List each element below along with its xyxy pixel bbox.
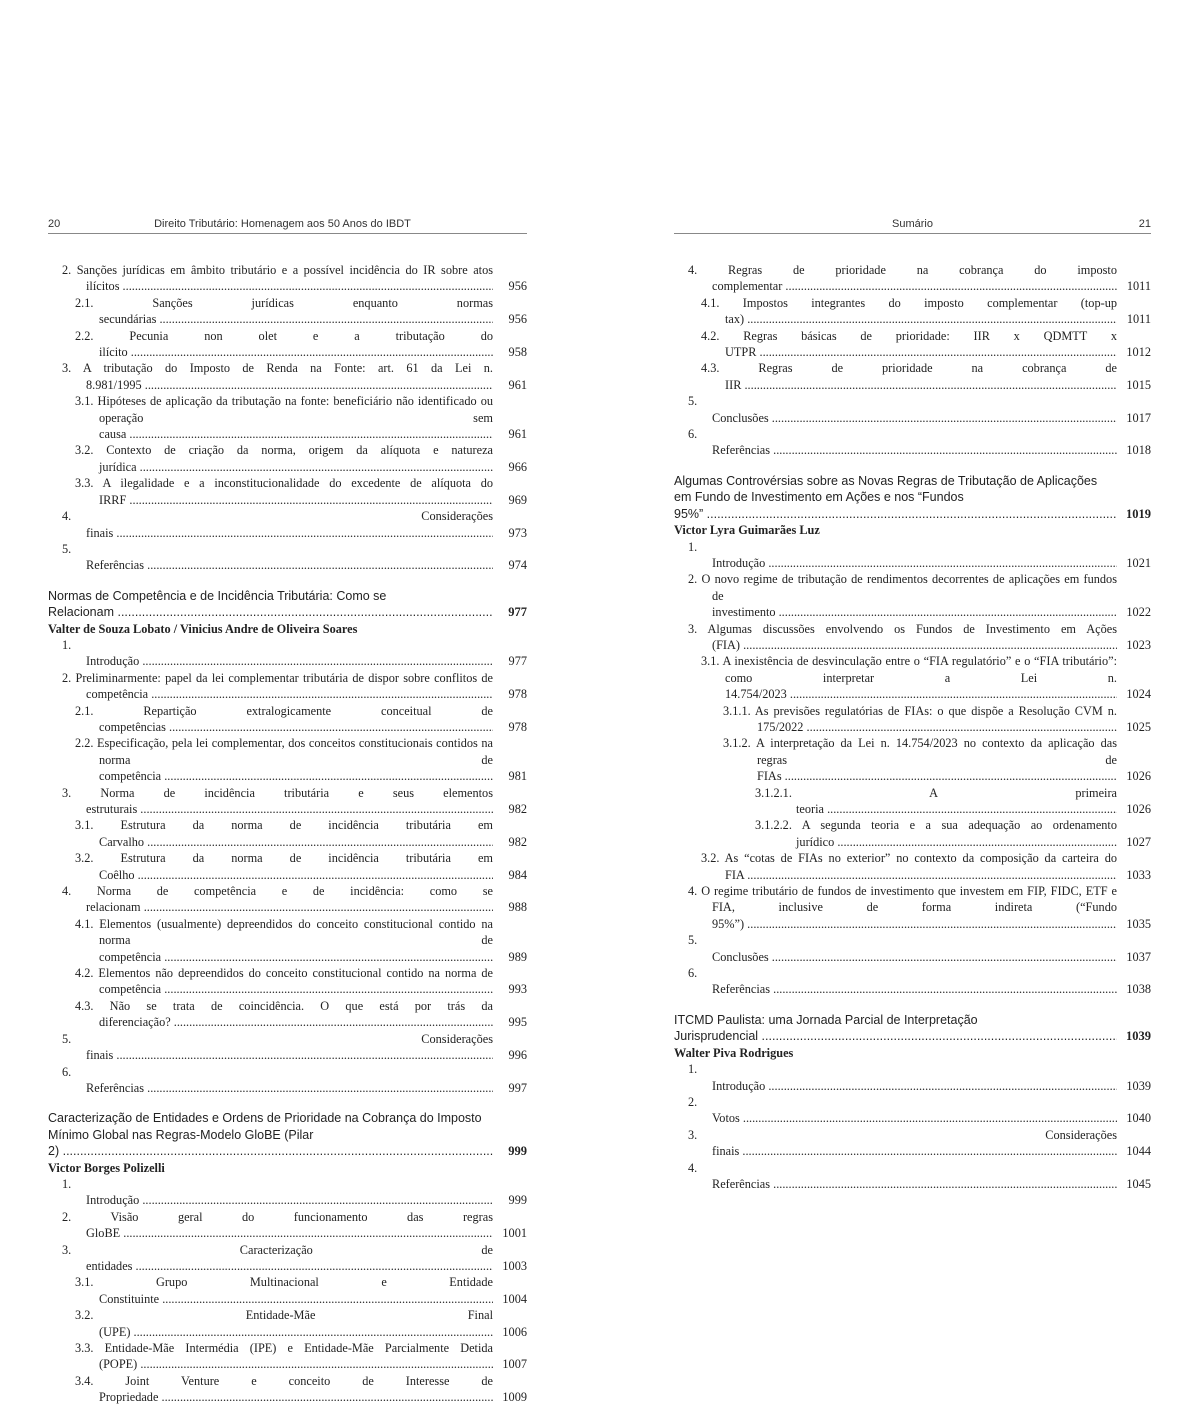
left-page-header bbox=[48, 217, 527, 234]
toc-entry bbox=[48, 817, 527, 850]
toc-entry-page: 981 bbox=[508, 769, 527, 784]
chapter-page: 999 bbox=[508, 1144, 527, 1159]
toc-entry-label: 5. Conclusões ..... bbox=[674, 932, 1117, 965]
toc-entry-label: 2.1. Repartição extralogicamente conceitual de competências ..... bbox=[48, 703, 493, 736]
toc-entry-label: 3.1.2.1. A primeira teoria ..... bbox=[674, 785, 1117, 818]
toc-entry-page: 1009 bbox=[502, 1390, 527, 1405]
toc-entry-page: 1033 bbox=[1126, 867, 1151, 882]
toc-entry bbox=[48, 541, 527, 574]
toc-entry bbox=[674, 571, 1151, 620]
toc-entry bbox=[674, 393, 1151, 426]
toc-entry bbox=[48, 295, 527, 328]
toc-entry-label: 4. Considerações finais ..... bbox=[48, 508, 493, 541]
running-title: Sumário bbox=[892, 218, 933, 230]
toc-entry bbox=[48, 850, 527, 883]
toc-entry-page: 1025 bbox=[1126, 719, 1151, 734]
toc-entry-label: 3.3. A ilegalidade e a inconstitucionalidade do excedente de alíquota do IRRF ..... bbox=[48, 475, 493, 508]
toc-entry-label: 2. Visão geral do funcionamento das regras GloBE ..... bbox=[48, 1209, 493, 1242]
toc-body-right bbox=[674, 262, 1151, 1192]
toc-entry-label: 3.3. Entidade-Mãe Intermédia (IPE) e Entidade-Mãe Parcialmente Detida (POPE) ..... bbox=[48, 1340, 493, 1373]
toc-entry bbox=[48, 1031, 527, 1064]
toc-entry bbox=[48, 1307, 527, 1340]
toc-entry-page: 1022 bbox=[1126, 605, 1151, 620]
toc-entry-label: 4. Referências ..... bbox=[674, 1160, 1117, 1193]
toc-entry-page: 1007 bbox=[502, 1357, 527, 1372]
toc-entry-page: 978 bbox=[508, 687, 527, 702]
toc-entry-label: 3.2. Contexto de criação da norma, origem da alíquota e natureza jurídica ..... bbox=[48, 442, 493, 475]
toc-entry-label: 4. Regras de prioridade na cobrança do imposto complementar ..... bbox=[674, 262, 1117, 295]
chapter-heading bbox=[48, 1110, 527, 1159]
toc-entry-page: 984 bbox=[508, 867, 527, 882]
toc-entry-page: 993 bbox=[508, 982, 527, 997]
toc-entry-page: 982 bbox=[508, 802, 527, 816]
toc-entry-label: 3. Norma de incidência tributária e seus elementos estruturais ..... bbox=[48, 785, 493, 818]
toc-entry-label: 1. Introdução ..... bbox=[674, 1061, 1117, 1094]
toc-entry-label: 1. Introdução ..... bbox=[674, 539, 1117, 572]
toc-entry-page: 1023 bbox=[1126, 637, 1151, 652]
chapter-title: Algumas Controvérsias sobre as Novas Regras de Tributação de Aplicações em Fundo de Investimento em Ações e nos “Fundos 95%” ..... bbox=[674, 473, 1117, 522]
toc-entry-page: 1035 bbox=[1126, 916, 1151, 931]
toc-entry-page: 1011 bbox=[1126, 279, 1151, 294]
chapter-author: Victor Lyra Guimarães Luz bbox=[674, 523, 820, 538]
toc-entry bbox=[48, 998, 527, 1031]
toc-entry bbox=[48, 1373, 527, 1406]
toc-entry-label: 4.3. Regras de prioridade na cobrança de IIR ..... bbox=[674, 360, 1117, 393]
chapter-title: Normas de Competência e de Incidência Tributária: Como se Relacionam ..... bbox=[48, 588, 493, 621]
toc-entry-label: 4.1. Impostos integrantes do imposto complementar (top-up tax) ..... bbox=[674, 295, 1117, 328]
toc-entry-label: 3.2. As “cotas de FIAs no exterior” no contexto da composição da carteira do FIA ..... bbox=[674, 850, 1117, 883]
right-page-header bbox=[674, 217, 1151, 234]
chapter-heading bbox=[48, 588, 527, 621]
chapter-title: ITCMD Paulista: uma Jornada Parcial de Interpretação Jurisprudencial ..... bbox=[674, 1012, 1117, 1045]
toc-entry-page: 1011 bbox=[1126, 312, 1151, 327]
toc-entry bbox=[674, 360, 1151, 393]
toc-entry bbox=[48, 508, 527, 541]
toc-entry bbox=[48, 1340, 527, 1373]
toc-entry-page: 999 bbox=[508, 1193, 527, 1208]
chapter-author: Walter Piva Rodrigues bbox=[674, 1045, 794, 1060]
toc-entry-page: 1024 bbox=[1126, 687, 1151, 702]
toc-entry-page: 974 bbox=[508, 558, 527, 573]
chapter-heading bbox=[674, 1012, 1151, 1045]
toc-entry-page: 1003 bbox=[502, 1258, 527, 1273]
toc-entry-label: 6. Referências ..... bbox=[674, 426, 1117, 459]
toc-entry-label: 2. Preliminarmente: papel da lei complementar tributária de dispor sobre conflitos de competência ..... bbox=[48, 670, 493, 703]
toc-entry-label: 3.2. Estrutura da norma de incidência tributária em Coêlho ..... bbox=[48, 850, 493, 883]
toc-entry-page: 958 bbox=[508, 345, 527, 360]
chapter-heading bbox=[674, 473, 1151, 522]
toc-entry-label: 2.2. Pecunia non olet e a tributação do ilícito ..... bbox=[48, 328, 493, 361]
toc-entry-page: 1037 bbox=[1126, 949, 1151, 964]
toc-entry-page: 1040 bbox=[1126, 1111, 1151, 1126]
toc-entry-label: 4.2. Elementos não depreendidos do conceito constitucional contido na norma de competência ..... bbox=[48, 965, 493, 998]
toc-entry-label: 3. Considerações finais ..... bbox=[674, 1127, 1117, 1160]
toc-entry bbox=[48, 1064, 527, 1097]
toc-entry-label: 3.1.2. A interpretação da Lei n. 14.754/2023 no contexto da aplicação das regras de FIAs ..... bbox=[674, 735, 1117, 784]
toc-entry-page: 961 bbox=[508, 377, 527, 392]
toc-entry-label: 3.1. A inexistência de desvinculação entre o “FIA regulatório” e o “FIA tributário”: como interpretar a Lei n. 14.754/2023 ..... bbox=[674, 653, 1117, 702]
toc-entry bbox=[48, 916, 527, 965]
toc-entry-page: 1038 bbox=[1126, 982, 1151, 997]
toc-entry bbox=[674, 426, 1151, 459]
toc-entry-label: 1. Introdução ..... bbox=[48, 1176, 493, 1209]
toc-entry-page: 1006 bbox=[502, 1324, 527, 1339]
toc-entry-label: 5. Considerações finais ..... bbox=[48, 1031, 493, 1064]
toc-entry-page: 1026 bbox=[1126, 802, 1151, 816]
toc-entry bbox=[48, 442, 527, 475]
toc-entry-page: 977 bbox=[508, 654, 527, 669]
toc-entry-page: 988 bbox=[508, 900, 527, 915]
toc-entry bbox=[48, 475, 527, 508]
chapter-title: Caracterização de Entidades e Ordens de Prioridade na Cobrança do Imposto Mínimo Global nas Regras-Modelo GloBE (Pilar 2) ..... bbox=[48, 1110, 493, 1159]
toc-entry bbox=[674, 262, 1151, 295]
toc-entry bbox=[48, 670, 527, 703]
toc-entry-page: 978 bbox=[508, 719, 527, 734]
toc-entry-label: 4.1. Elementos (usualmente) depreendidos do conceito constitucional contido na norma de competência ..... bbox=[48, 916, 493, 965]
toc-entry bbox=[48, 735, 527, 784]
toc-entry bbox=[674, 703, 1151, 736]
toc-entry-page: 1039 bbox=[1126, 1078, 1151, 1093]
toc-entry bbox=[674, 653, 1151, 702]
toc-entry-label: 3. Algumas discussões envolvendo os Fundos de Investimento em Ações (FIA) ..... bbox=[674, 621, 1117, 654]
toc-entry-label: 3. A tributação do Imposto de Renda na Fonte: art. 61 da Lei n. 8.981/1995 ..... bbox=[48, 360, 493, 393]
toc-entry-page: 1012 bbox=[1126, 345, 1151, 360]
toc-entry-page: 1015 bbox=[1126, 377, 1151, 392]
toc-entry bbox=[674, 1127, 1151, 1160]
toc-entry bbox=[674, 328, 1151, 361]
toc-entry-label: 2.1. Sanções jurídicas enquanto normas secundárias ..... bbox=[48, 295, 493, 328]
toc-entry-page: 989 bbox=[508, 949, 527, 964]
toc-entry-label: 3.1.1. As previsões regulatórias de FIAs: o que dispõe a Resolução CVM n. 175/2022 ..... bbox=[674, 703, 1117, 736]
chapter-author: Victor Borges Polizelli bbox=[48, 1160, 165, 1175]
toc-entry-page: 1017 bbox=[1126, 410, 1151, 425]
toc-entry-page: 995 bbox=[508, 1015, 527, 1030]
toc-entry bbox=[48, 785, 527, 818]
toc-body-left bbox=[48, 262, 527, 1406]
toc-entry bbox=[48, 1242, 527, 1275]
toc-entry bbox=[674, 883, 1151, 932]
toc-entry bbox=[48, 360, 527, 393]
toc-entry-page: 982 bbox=[508, 834, 527, 849]
toc-entry-label: 5. Conclusões ..... bbox=[674, 393, 1117, 426]
toc-entry bbox=[674, 1160, 1151, 1193]
toc-entry-label: 1. Introdução ..... bbox=[48, 637, 493, 670]
toc-entry-label: 2.2. Especificação, pela lei complementar, dos conceitos constitucionais contidos na norma de competência ..... bbox=[48, 735, 493, 784]
chapter-page: 977 bbox=[508, 605, 527, 620]
toc-entry bbox=[674, 539, 1151, 572]
toc-entry bbox=[48, 883, 527, 916]
toc-entry-page: 956 bbox=[508, 312, 527, 327]
toc-entry-page: 969 bbox=[508, 492, 527, 507]
toc-entry-page: 1001 bbox=[502, 1226, 527, 1241]
page-number: 20 bbox=[48, 218, 61, 230]
toc-entry bbox=[48, 328, 527, 361]
toc-entry bbox=[48, 262, 527, 295]
toc-entry-page: 1044 bbox=[1126, 1144, 1151, 1159]
toc-entry-label: 3.2. Entidade-Mãe Final (UPE) ..... bbox=[48, 1307, 493, 1340]
toc-entry-page: 1026 bbox=[1126, 769, 1151, 784]
toc-entry-page: 973 bbox=[508, 525, 527, 540]
toc-entry-page: 961 bbox=[508, 427, 527, 442]
toc-entry bbox=[674, 850, 1151, 883]
toc-entry-label: 3.1. Hipóteses de aplicação da tributação na fonte: beneficiário não identificado ou operação sem causa ..... bbox=[48, 393, 493, 442]
toc-entry bbox=[48, 393, 527, 442]
toc-entry-label: 2. Votos ..... bbox=[674, 1094, 1117, 1127]
toc-entry bbox=[674, 817, 1151, 850]
toc-entry bbox=[674, 735, 1151, 784]
toc-entry-label: 3. Caracterização de entidades ..... bbox=[48, 1242, 493, 1275]
toc-entry bbox=[48, 637, 527, 670]
toc-entry-label: 4.3. Não se trata de coincidência. O que está por trás da diferenciação? ..... bbox=[48, 998, 493, 1031]
toc-entry-page: 1045 bbox=[1126, 1176, 1151, 1191]
chapter-page: 1039 bbox=[1126, 1029, 1151, 1044]
page-number: 21 bbox=[1138, 218, 1151, 230]
toc-entry-label: 4.2. Regras básicas de prioridade: IIR x QDMTT x UTPR ..... bbox=[674, 328, 1117, 361]
toc-entry bbox=[674, 932, 1151, 965]
toc-entry-label: 6. Referências ..... bbox=[48, 1064, 493, 1097]
toc-entry bbox=[674, 295, 1151, 328]
toc-entry-page: 996 bbox=[508, 1048, 527, 1063]
toc-entry-page: 1004 bbox=[502, 1291, 527, 1306]
toc-entry bbox=[674, 1094, 1151, 1127]
toc-entry-label: 4. Norma de competência e de incidência: como se relacionam ..... bbox=[48, 883, 493, 916]
toc-entry bbox=[674, 1061, 1151, 1094]
toc-entry bbox=[48, 1209, 527, 1242]
toc-entry-label: 3.1. Estrutura da norma de incidência tributária em Carvalho ..... bbox=[48, 817, 493, 850]
toc-entry bbox=[48, 703, 527, 736]
toc-entry bbox=[48, 965, 527, 998]
toc-entry-label: 3.1.2.2. A segunda teoria e a sua adequação ao ordenamento jurídico ..... bbox=[674, 817, 1117, 850]
toc-entry bbox=[674, 965, 1151, 998]
chapter-author: Valter de Souza Lobato / Vinicius Andre de Oliveira Soares bbox=[48, 621, 358, 636]
running-title: Direito Tributário: Homenagem aos 50 Anos do IBDT bbox=[154, 218, 411, 230]
toc-entry-page: 1018 bbox=[1126, 443, 1151, 458]
toc-entry-page: 1021 bbox=[1126, 555, 1151, 570]
chapter-page: 1019 bbox=[1126, 506, 1151, 521]
toc-entry-label: 3.4. Joint Venture e conceito de Interesse de Propriedade ..... bbox=[48, 1373, 493, 1406]
toc-entry-label: 3.1. Grupo Multinacional e Entidade Constituinte ..... bbox=[48, 1274, 493, 1307]
toc-entry-label: 4. O regime tributário de fundos de investimento que investem em FIP, FIDC, ETF e FIA, inclusive de forma indireta (“Fundo 95%”) ..... bbox=[674, 883, 1117, 932]
toc-entry-page: 956 bbox=[508, 279, 527, 294]
toc-entry bbox=[674, 621, 1151, 654]
toc-entry-page: 997 bbox=[508, 1080, 527, 1095]
toc-entry bbox=[674, 785, 1151, 818]
toc-entry-page: 1027 bbox=[1126, 834, 1151, 849]
toc-entry-label: 2. O novo regime de tributação de rendimentos decorrentes de aplicações em fundos de investimento ..... bbox=[674, 571, 1117, 620]
toc-entry bbox=[48, 1274, 527, 1307]
toc-entry-page: 966 bbox=[508, 459, 527, 474]
toc-entry-label: 5. Referências ..... bbox=[48, 541, 493, 574]
toc-entry bbox=[48, 1176, 527, 1209]
toc-entry-label: 2. Sanções jurídicas em âmbito tributário e a possível incidência do IR sobre atos ilícitos ..... bbox=[48, 262, 493, 295]
toc-entry-label: 6. Referências ..... bbox=[674, 965, 1117, 998]
